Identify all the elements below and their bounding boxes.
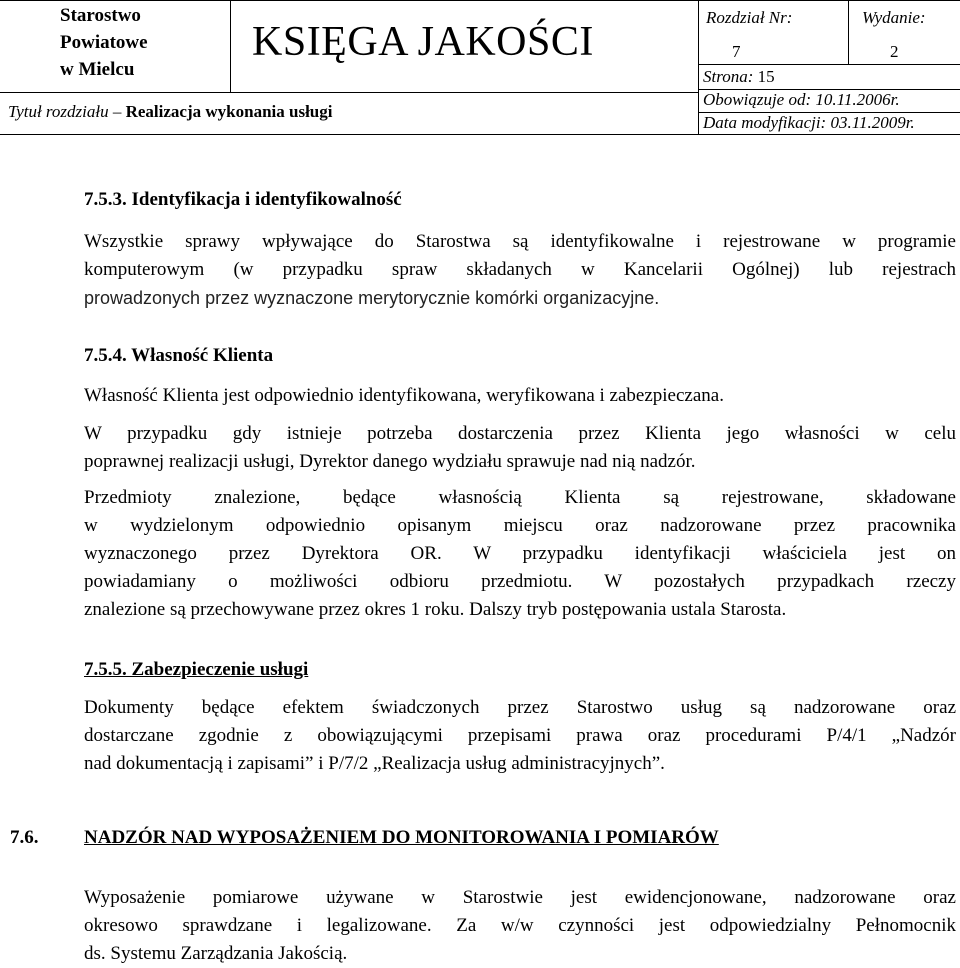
section-7-5-5-paragraph [84,694,956,778]
page-label: Strona: [703,67,754,86]
chapter-number: 7 [732,42,741,61]
paragraph-line: w wydzielonym odpowiednio opisanym miejscu oraz nadzorowane przez pracownika [84,515,956,536]
paragraph-line: Wszystkie sprawy wpływające do Starostwa są identyfikowalne i rejestrowane w programie [84,231,956,252]
edition-block [862,8,926,62]
header-divider-right [698,64,960,65]
paragraph-line: wyznaczonego przez Dyrektora OR. W przypadku identyfikacji właściciela jest on [84,543,956,564]
edition-label: Wydanie: [862,8,926,27]
section-heading-7-5-5: 7.5.5. Zabezpieczenie usługi [84,659,309,680]
paragraph-line: prowadzonych przez wyznaczone merytorycznie komórki organizacyjne. [84,288,660,308]
organization-line-2: Powiatowe [60,32,148,53]
paragraph-line: poprawnej realizacji usługi, Dyrektor danego wydziału sprawuje nad nią nadzór. [84,451,696,472]
paragraph-line: okresowo sprawdzane i legalizowane. Za w/w czynności jest odpowiedzialny Pełnomocnik [84,915,956,936]
chapter-title: Realizacja wykonania usługi [125,102,333,121]
chapter-title-row [8,102,332,122]
organization-line-3: w Mielcu [60,59,135,80]
section-heading-7-5-4: 7.5.4. Własność Klienta [84,345,274,366]
header-separator-1 [230,0,231,92]
paragraph-line: ds. Systemu Zarządzania Jakością. [84,943,348,964]
organization-name [0,2,230,83]
paragraph-line: powiadamiany o możliwości odbioru przedmiotu. W pozostałych przypadkach rzeczy [84,571,956,592]
document-header [0,0,960,134]
section-heading-7-5-3: 7.5.3. Identyfikacja i identyfikowalność [84,189,402,210]
organization-line-1: Starostwo [60,5,141,26]
valid-from: Obowiązuje od: 10.11.2006r. [703,90,900,109]
section-7-5-4-paragraph-3 [84,484,956,624]
header-separator-2 [698,0,699,134]
book-title: KSIĘGA JAKOŚCI [252,19,594,65]
header-top-border [0,0,960,1]
chapter-label: Rozdział Nr: [706,8,793,27]
paragraph-line: Wyposażenie pomiarowe używane w Starostwie jest ewidencjonowane, nadzorowane oraz [84,887,956,908]
section-7-5-3-paragraph [84,228,956,312]
chapter-title-label: Tytuł rozdziału – [8,102,122,121]
modification-date: Data modyfikacji: 03.11.2009r. [703,113,915,132]
paragraph-line: Własność Klienta jest odpowiednio identyfikowana, weryfikowana i zabezpieczana. [84,385,724,406]
section-heading-7-6: NADZÓR NAD WYPOSAŻENIEM DO MONITOROWANIA I POMIARÓW [84,827,719,848]
paragraph-line: komputerowym (w przypadku spraw składanych w Kancelarii Ogólnej) lub rejestrach [84,259,956,280]
page-number: 15 [757,67,775,86]
paragraph-line: dostarczane zgodnie z obowiązującymi przepisami prawa oraz procedurami P/4/1 „Nadzór [84,725,956,746]
paragraph-line: nad dokumentacją i zapisami” i P/7/2 „Realizacja usług administracyjnych”. [84,753,665,774]
header-divider [0,92,698,93]
paragraph-line: W przypadku gdy istnieje potrzeba dostarczenia przez Klienta jego własności w celu [84,423,956,444]
paragraph-line: Dokumenty będące efektem świadczonych przez Starostwo usług są nadzorowane oraz [84,697,956,718]
section-7-5-4-paragraph-1 [84,382,956,410]
chapter-number-block [706,8,792,62]
paragraph-line: Przedmioty znalezione, będące własnością Klienta są rejestrowane, składowane [84,487,956,508]
section-number-7-6: 7.6. [10,827,39,848]
header-separator-3 [848,0,849,64]
paragraph-line: znalezione są przechowywane przez okres 1 roku. Dalszy tryb postępowania ustala Starosta. [84,599,787,620]
section-7-5-4-paragraph-2 [84,420,956,476]
page-number-row [703,67,775,87]
header-bottom-border [0,134,960,135]
section-7-6-paragraph [84,884,956,968]
edition-number: 2 [890,42,899,61]
